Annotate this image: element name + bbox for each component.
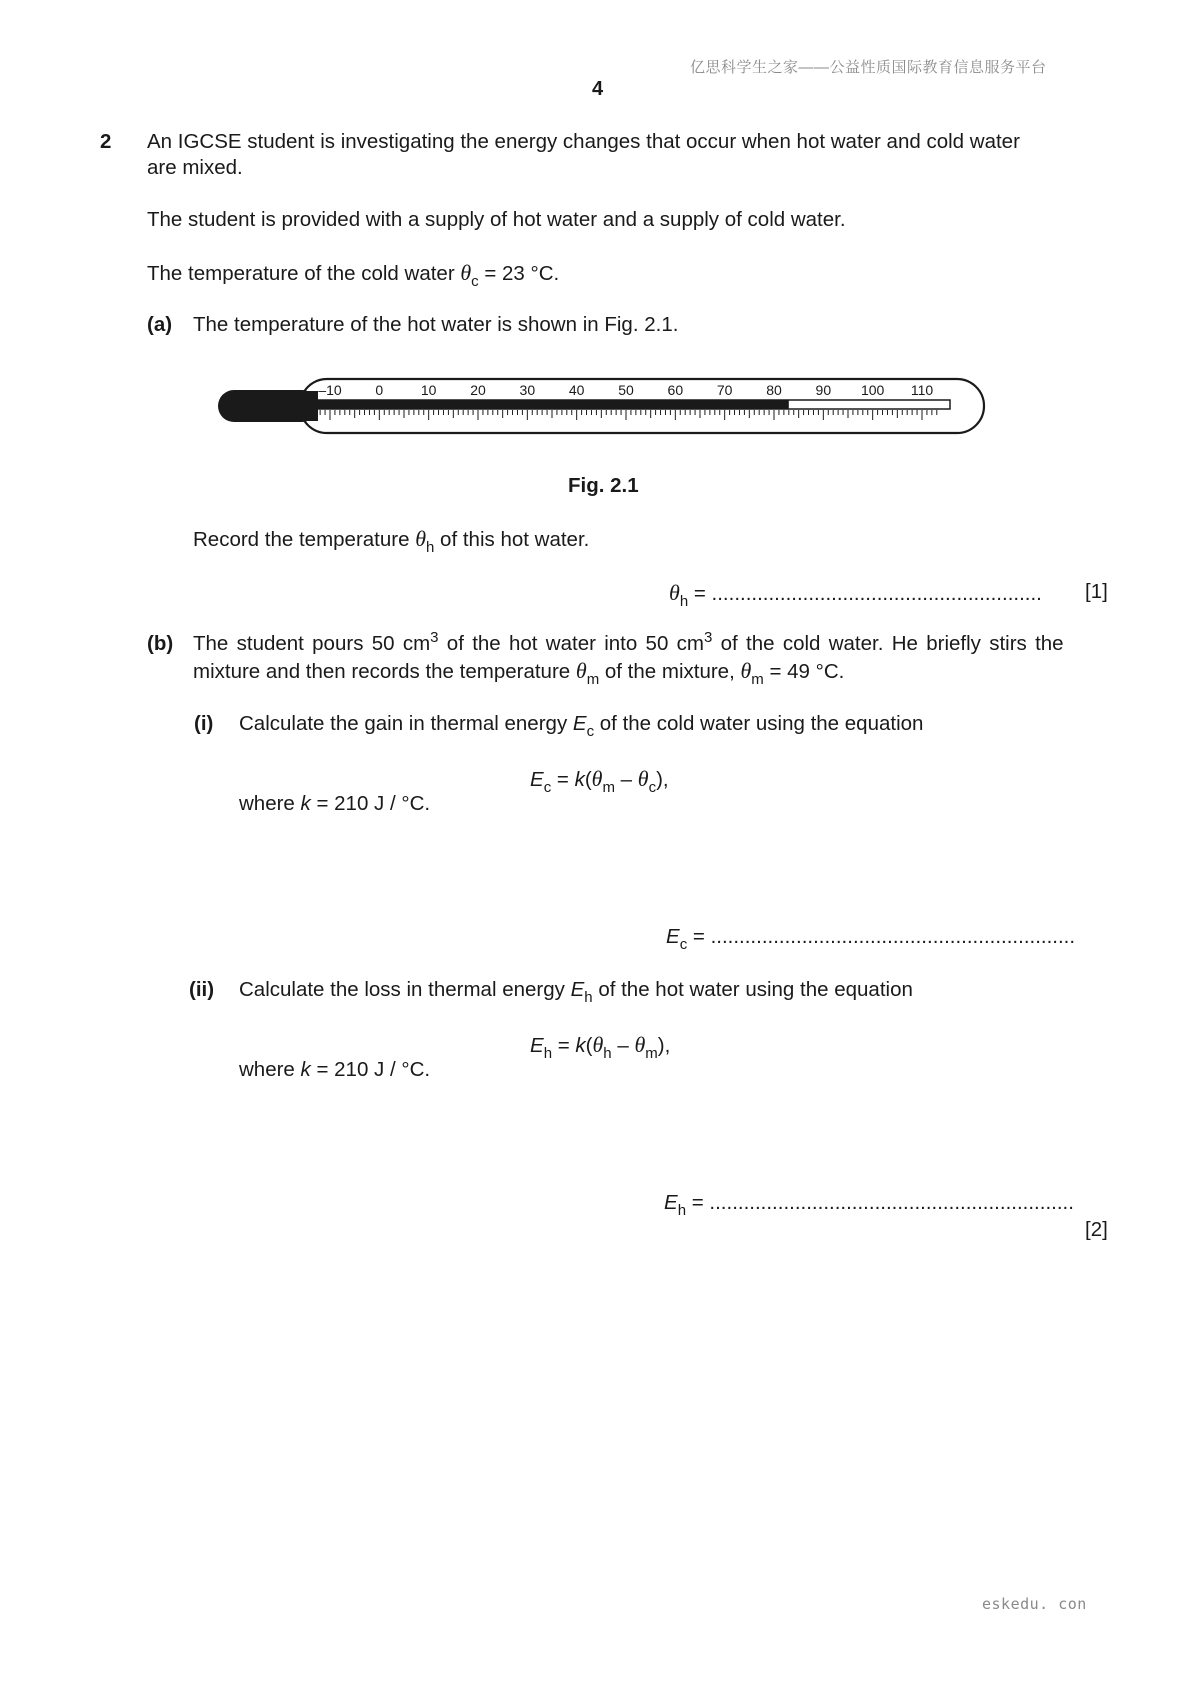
intro-line-2: are mixed.	[147, 156, 243, 179]
thermometer-liquid	[305, 400, 789, 409]
part-b-label: (b)	[147, 632, 174, 655]
scale-label: 110	[910, 382, 934, 398]
cold-temp-line: The temperature of the cold water $\theta_c = 23$ °C.	[147, 260, 560, 290]
scale-label: –10	[318, 382, 342, 398]
scale-label: 70	[716, 382, 733, 398]
part-a-marks: [1]	[1085, 580, 1108, 603]
part-b-i-text: Calculate the gain in thermal energy $E_c$ of the cold water using the equation	[239, 712, 924, 740]
part-b-line-2: mixture and then records the temperature $\theta_m$ of the mixture, $\theta_m = 49$ °C.	[193, 658, 845, 688]
thermometer-figure	[210, 372, 990, 438]
scale-label: 60	[667, 382, 684, 398]
scale-label: 10	[420, 382, 437, 398]
thermometer-scale-ticks	[320, 410, 937, 420]
where-k-i: where k = 210 J / °C.	[239, 792, 431, 815]
equation-eh: $E_h = k(\theta_h - \theta_m)$,	[530, 1032, 671, 1062]
equation-ec: $E_c = k(\theta_m - \theta_c)$,	[530, 766, 669, 796]
scale-label: 90	[815, 382, 832, 398]
scale-label: 40	[568, 382, 585, 398]
header-watermark: 亿思科学生之家——公益性质国际教育信息服务平台	[690, 59, 1047, 76]
eh-answer-line: $E_h$ = ................................................................	[664, 1191, 1074, 1219]
record-temperature-text: Record the temperature $\theta_h$ of this hot water.	[193, 526, 590, 556]
intro-line-1: An IGCSE student is investigating the energy changes that occur when hot water and cold water	[147, 130, 1020, 153]
scale-label: 20	[470, 382, 486, 398]
figure-caption: Fig. 2.1	[568, 474, 639, 497]
part-a-label: (a)	[147, 313, 173, 336]
ec-answer-line: $E_c$ = ................................................................	[666, 925, 1076, 953]
thermometer-scale-labels	[318, 382, 933, 398]
scale-label: 30	[519, 382, 536, 398]
scale-label: 100	[860, 382, 885, 398]
theta-h-answer-field[interactable]: ..........................................................	[711, 582, 1042, 605]
part-b-ii-text: Calculate the loss in thermal energy $E_h$ of the hot water using the equation	[239, 978, 913, 1006]
page-number: 4	[592, 78, 604, 100]
scale-label: 80	[766, 382, 782, 398]
scale-label: 50	[618, 382, 634, 398]
supply-text: The student is provided with a supply of hot water and a supply of cold water.	[147, 208, 846, 231]
ec-answer-field[interactable]: ................................................................	[710, 925, 1076, 948]
scale-label: 0	[375, 382, 384, 398]
where-k-ii: where k = 210 J / °C.	[239, 1058, 431, 1081]
part-b-ii-label: (ii)	[189, 978, 215, 1001]
part-b-line-1: The student pours 50 $cm^3$ of the hot water into 50 $cm^3$ of the cold water. He briefly stirs the	[193, 629, 1064, 655]
part-b-marks: [2]	[1085, 1218, 1108, 1241]
eh-answer-field[interactable]: ................................................................	[709, 1191, 1074, 1214]
part-a-text: The temperature of the hot water is shown in Fig. 2.1.	[193, 313, 679, 336]
question-number: 2	[100, 130, 112, 153]
theta-h-answer-line: $\theta_h$ = ..........................................................	[669, 580, 1042, 610]
part-b-i-label: (i)	[194, 712, 214, 735]
footer-site: eskedu. con	[982, 1595, 1087, 1613]
